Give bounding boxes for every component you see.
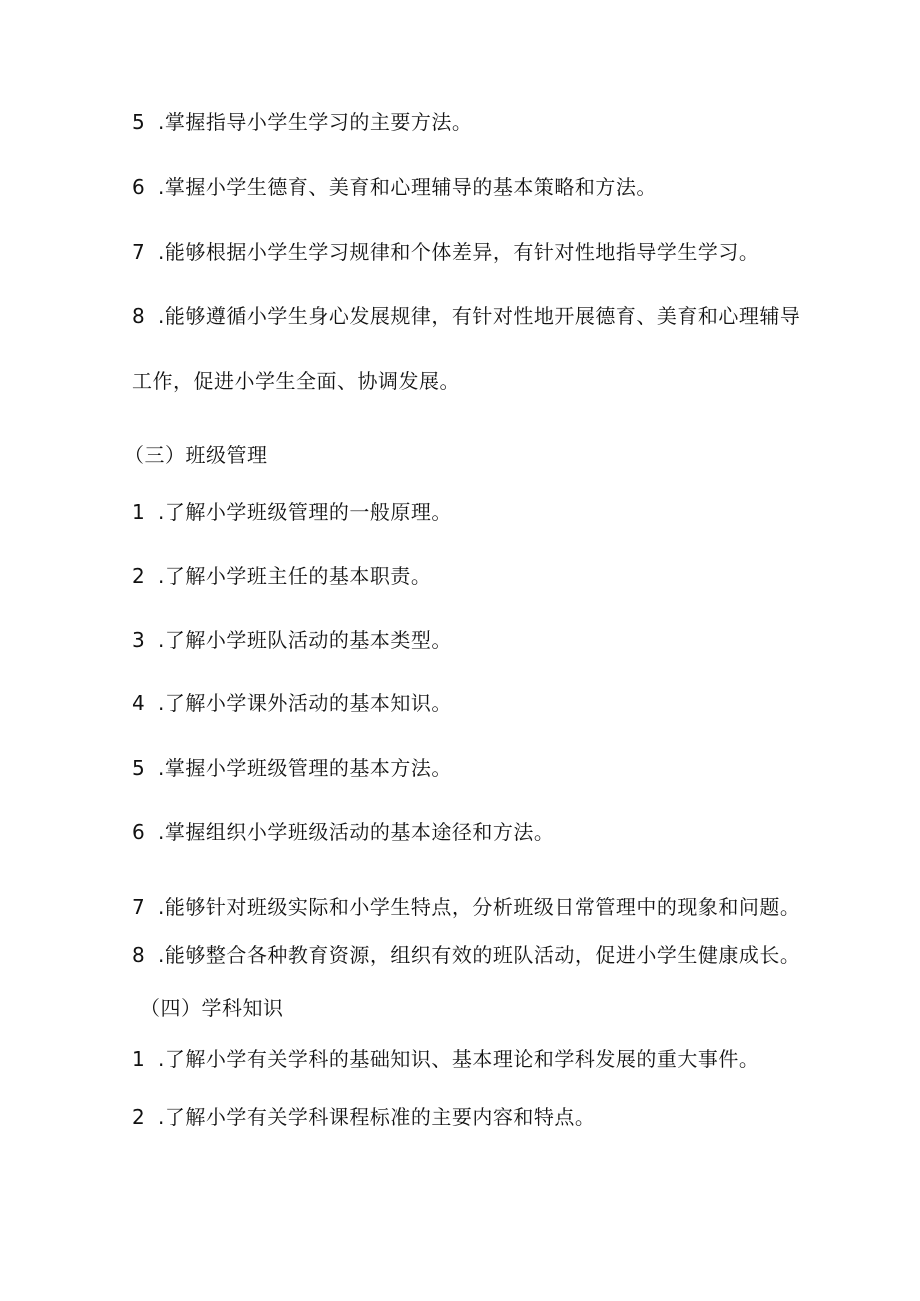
list-item (132, 302, 800, 330)
item-text: .了解小学班级管理的一般原理。 (158, 500, 452, 524)
item-number: 6 (132, 820, 146, 844)
item-number: 2 (132, 1105, 146, 1129)
item-text: 工作，促进小学生全面、协调发展。 (132, 369, 460, 393)
item-text: .了解小学有关学科的基础知识、基本理论和学科发展的重大事件。 (158, 1047, 760, 1071)
item-number: 7 (132, 240, 146, 264)
item-number: 1 (132, 500, 146, 524)
item-text: .掌握小学生德育、美育和心理辅导的基本策略和方法。 (158, 175, 657, 199)
item-number: 5 (132, 756, 146, 780)
list-item (132, 626, 452, 654)
list-item (132, 818, 554, 846)
list-item (132, 238, 759, 266)
list-item (132, 754, 452, 782)
list-item-continuation (132, 367, 460, 395)
item-text: .能够遵循小学生身心发展规律，有针对性地开展德育、美育和心理辅导 (158, 304, 801, 328)
item-text: .了解小学有关学科课程标准的主要内容和特点。 (158, 1105, 596, 1129)
item-text: .掌握指导小学生学习的主要方法。 (158, 110, 473, 134)
item-number: 1 (132, 1047, 146, 1071)
item-text: .能够根据小学生学习规律和个体差异，有针对性地指导学生学习。 (158, 240, 760, 264)
item-text: .了解小学班队活动的基本类型。 (158, 628, 452, 652)
item-text: .掌握小学班级管理的基本方法。 (158, 756, 452, 780)
list-item (132, 941, 800, 969)
section-heading (140, 994, 284, 1022)
list-item (132, 173, 657, 201)
list-item (132, 689, 452, 717)
item-number: 8 (132, 304, 146, 328)
list-item (132, 498, 452, 526)
item-text: .了解小学课外活动的基本知识。 (158, 691, 452, 715)
item-number: 3 (132, 628, 146, 652)
item-number: 4 (132, 691, 146, 715)
list-item (132, 1045, 759, 1073)
list-item (132, 562, 431, 590)
item-text: .掌握组织小学班级活动的基本途径和方法。 (158, 820, 555, 844)
heading-text: （三）班级管理 (124, 443, 268, 467)
list-item (132, 893, 800, 921)
item-text: .能够整合各种教育资源，组织有效的班队活动，促进小学生健康成长。 (158, 943, 801, 967)
item-number: 5 (132, 110, 146, 134)
heading-text: （四）学科知识 (140, 996, 284, 1020)
item-number: 8 (132, 943, 146, 967)
item-number: 2 (132, 564, 146, 588)
list-item (132, 1103, 595, 1131)
section-heading (124, 441, 268, 469)
item-text: .了解小学班主任的基本职责。 (158, 564, 432, 588)
item-text: .能够针对班级实际和小学生特点，分析班级日常管理中的现象和问题。 (158, 895, 801, 919)
list-item (132, 108, 472, 136)
item-number: 6 (132, 175, 146, 199)
item-number: 7 (132, 895, 146, 919)
